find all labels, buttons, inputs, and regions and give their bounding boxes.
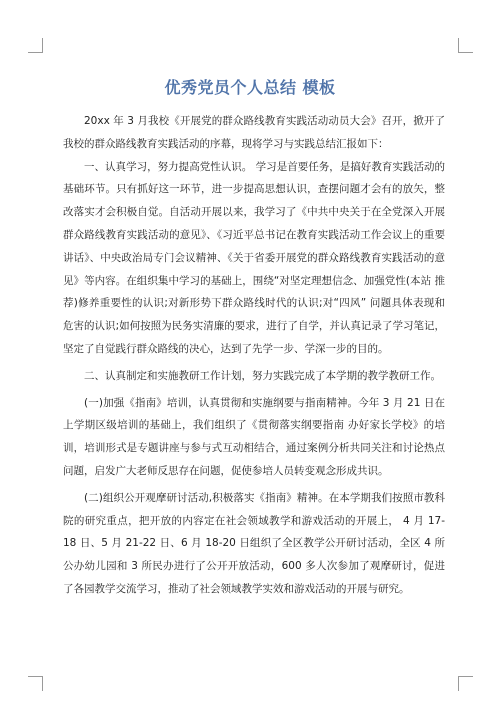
paragraph-item-1: (一)加强《指南》培训，认真贯彻和实施纲要与指南精神。今年 3 月 21 日在上学期区级培训的基础上，我们组织了《贯彻落实纲要指南 办好家长学校》的培训，培训形式是专题讲座与参与式互动相结合，通过案例分析共同关注和讨论热点问题，启发广大老师反思存在问题，促使参培人员转变观念形成共识。: [63, 396, 445, 477]
crop-mark-bottom-right: [458, 676, 473, 691]
paragraph-section-1: 一、认真学习，努力提高党性认识。 学习是首要任务，是搞好教育实践活动的基础环节。只有抓好这一环节，进一步提高思想认识，查摆问题才会有的放矢，整改落实才会积极自觉。自活动开展以来，我学习了《中共中央关于在全党深入开展群众路线教育实践活动的意见》、《习近平总书记在教育实践活动工作会议上的重要讲话》、中央政治局专门会议精神、《关于省委开展党的群众路线教育实践活动的意见》等内容。在组织集中学习的基础上，围绕“对坚定理想信念、加强党性(本站 推荐)修养重要性的认识;对新形势下群众路线时代的认识;对“四风” 问题具体表现和危害的认识;如何按照为民务实清廉的要求，进行了自学，并认真记录了学习笔记，坚定了自觉践行群众路线的决心，达到了先学一步、学深一步的目的。: [63, 160, 445, 355]
crop-mark-top-left: [28, 38, 43, 53]
paragraph-section-2: 二、认真制定和实施教研工作计划，努力实践完成了本学期的教学教研工作。: [84, 369, 441, 382]
document-body: [63, 110, 445, 601]
paragraph-intro: 20xx 年 3 月我校《开展党的群众路线教育实践活动动员大会》召开，掀开了我校的群众路线教育实践活动的序幕，现将学习与实践总结汇报如下：: [63, 115, 445, 150]
crop-mark-top-right: [458, 38, 473, 53]
paragraph-item-2: (二)组织公开观摩研讨活动,积极落实《指南》精神。在本学期我们按照市教科院的研究重点，把开放的内容定在社会领域教学和游戏活动的开展上， 4 月 17-18 日、5 月 21-22 日、6 月 18-20 日组织了全区教学公开研讨活动，全区 4 所公办幼儿园和 3 所民办进行了公开开放活动，600 多人次参加了观摩研讨，促进了各园教学交流学习，推动了社会领域教学实效和游戏活动的开展与研究。: [63, 491, 445, 595]
crop-mark-bottom-left: [28, 676, 43, 691]
document-title: 优秀党员个人总结 模板: [164, 77, 336, 97]
